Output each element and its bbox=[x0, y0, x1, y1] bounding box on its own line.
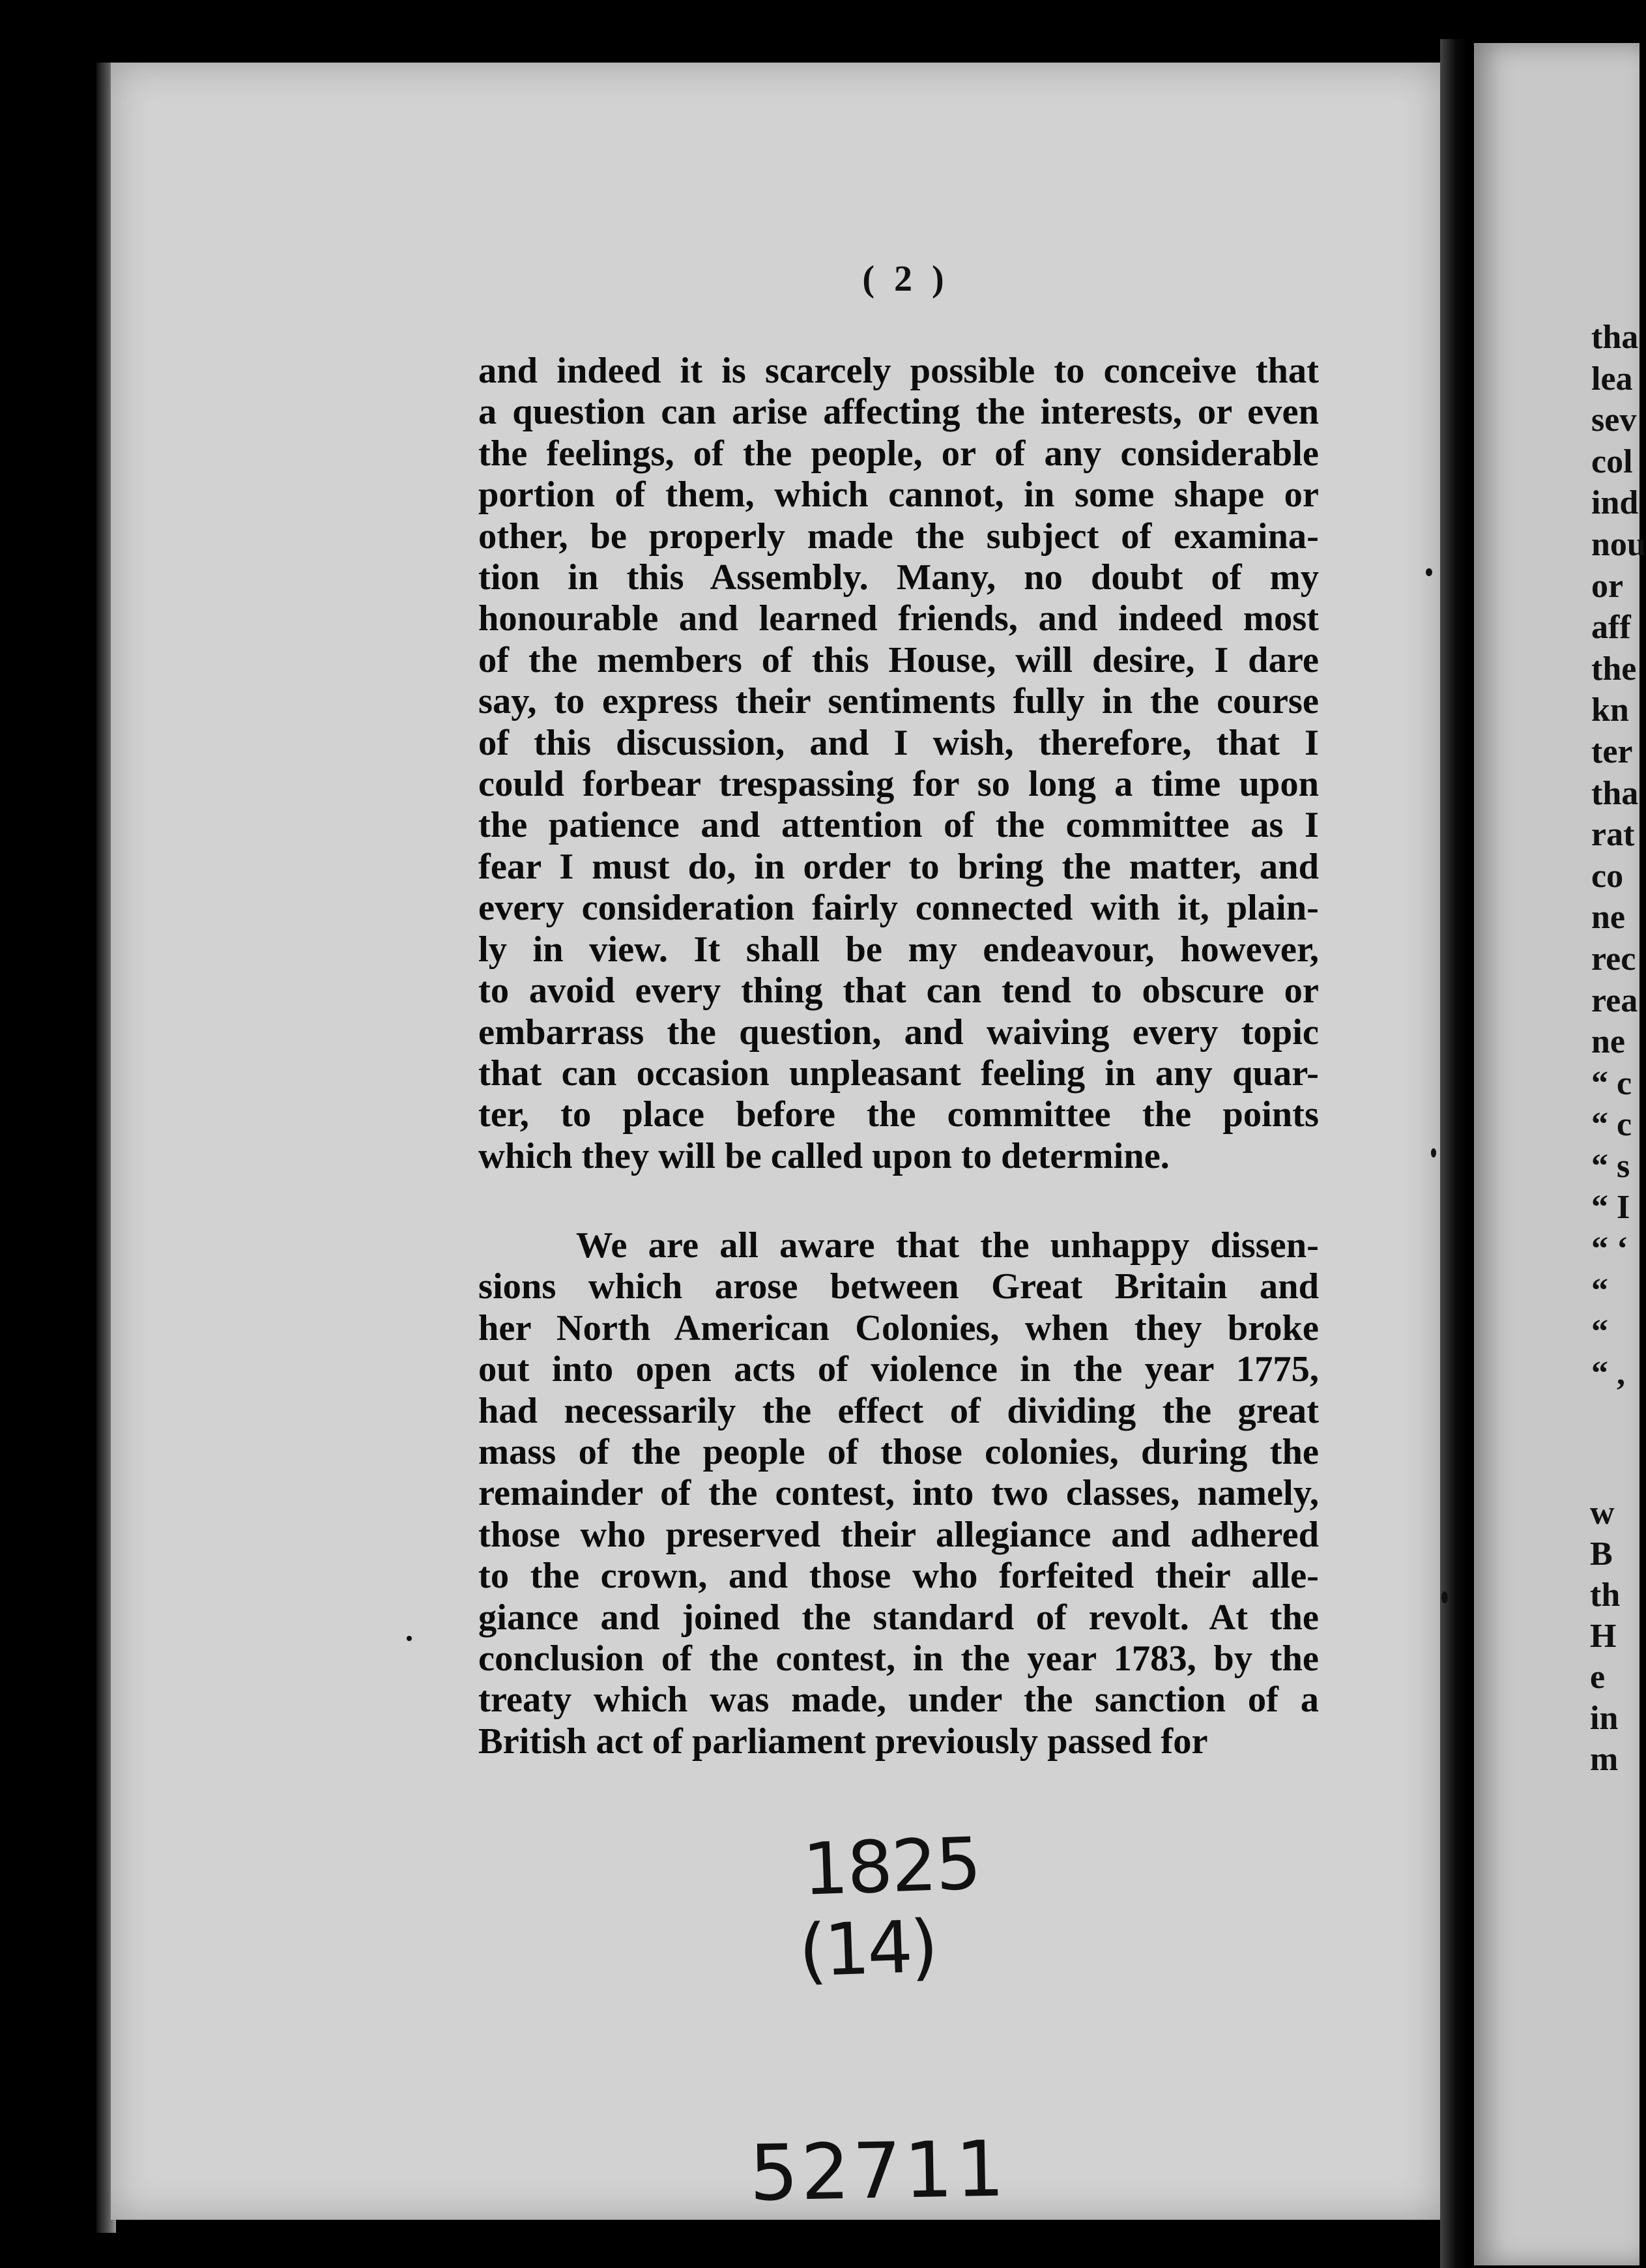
text-line: conclusion of the contest, in the year 1783, by the bbox=[478, 1638, 1319, 1679]
ink-speck bbox=[1441, 1592, 1448, 1603]
text-line: fear I must do, in order to bring the matter, and bbox=[478, 846, 1319, 887]
text-line: w bbox=[1590, 1494, 1615, 1532]
text-line: H bbox=[1590, 1618, 1617, 1655]
text-line: lea bbox=[1591, 360, 1633, 398]
text-line: every consideration fairly connected with it, plain- bbox=[478, 888, 1319, 929]
ink-speck bbox=[1431, 1148, 1436, 1157]
text-line: th bbox=[1590, 1577, 1621, 1614]
text-line: treaty which was made, under the sanction of a bbox=[478, 1679, 1319, 1721]
text-line: co bbox=[1591, 857, 1624, 895]
text-line: the patience and attention of the committee as I bbox=[478, 805, 1319, 846]
text-line: which they will be called upon to determine. bbox=[478, 1135, 1170, 1176]
text-line: could forbear trespassing for so long a time upon bbox=[478, 764, 1319, 805]
text-line: ind bbox=[1591, 484, 1639, 522]
text-line: and indeed it is scarcely possible to conceive that bbox=[478, 351, 1319, 391]
page-number: ( 2 ) bbox=[862, 259, 949, 299]
handwritten-number-annotation: (14) bbox=[797, 1904, 937, 1993]
handwritten-year-annotation: 1825 bbox=[801, 1822, 982, 1912]
text-line: portion of them, which cannot, in some shape or bbox=[478, 474, 1319, 516]
text-line: remainder of the contest, into two classes, namely, bbox=[478, 1473, 1319, 1514]
text-line: tha bbox=[1591, 319, 1639, 356]
text-line: the feelings, of the people, or of any considerable bbox=[478, 433, 1319, 474]
text-line: ne bbox=[1591, 1023, 1625, 1061]
text-line: sev bbox=[1591, 401, 1637, 439]
page-gutter-shadow bbox=[1440, 39, 1466, 2268]
text-line: mass of the people of those colonies, during the bbox=[478, 1432, 1319, 1473]
text-line: rea bbox=[1591, 981, 1638, 1019]
text-line: “ s bbox=[1591, 1147, 1630, 1185]
ink-speck bbox=[1426, 568, 1432, 576]
text-line: other, be properly made the subject of examina- bbox=[478, 516, 1319, 557]
text-line: that can occasion unpleasant feeling in any quar- bbox=[478, 1053, 1319, 1094]
text-line: nou bbox=[1591, 525, 1646, 563]
text-line: “ bbox=[1591, 1272, 1608, 1309]
text-line: tion in this Assembly. Many, no doubt of my bbox=[478, 557, 1319, 598]
ink-speck bbox=[407, 1636, 412, 1641]
facing-page-text-top bbox=[1591, 317, 1646, 1394]
text-line: embarrass the question, and waiving every topic bbox=[478, 1011, 1319, 1053]
text-line: to avoid every thing that can tend to obscure or bbox=[478, 970, 1319, 1011]
text-line: her North American Colonies, when they broke bbox=[478, 1307, 1319, 1348]
text-line: “ , bbox=[1591, 1354, 1625, 1392]
text-line: col bbox=[1591, 443, 1633, 480]
text-line: a question can arise affecting the interests, or even bbox=[478, 392, 1319, 433]
text-line: rat bbox=[1591, 816, 1635, 854]
paragraph-2 bbox=[478, 1225, 1319, 1762]
text-line: ter bbox=[1591, 733, 1633, 770]
text-line: e bbox=[1590, 1659, 1606, 1696]
text-line: out into open acts of violence in the year 1775, bbox=[478, 1349, 1319, 1390]
facing-page-text-bottom bbox=[1590, 1492, 1620, 1780]
text-line: aff bbox=[1591, 609, 1631, 647]
text-line: sions which arose between Great Britain and bbox=[478, 1266, 1319, 1307]
text-line: ne bbox=[1591, 899, 1625, 937]
text-line: British act of parliament previously passed for bbox=[478, 1721, 1208, 1762]
text-line: “ c bbox=[1591, 1064, 1632, 1102]
text-line: ly in view. It shall be my endeavour, however, bbox=[478, 929, 1319, 970]
text-line: say, to express their sentiments fully in the course bbox=[478, 681, 1319, 722]
text-line: giance and joined the standard of revolt. At the bbox=[478, 1597, 1319, 1638]
text-line: in bbox=[1590, 1700, 1619, 1737]
text-line: had necessarily the effect of dividing the great bbox=[478, 1390, 1319, 1431]
text-line: or bbox=[1591, 567, 1624, 605]
text-line: to the crown, and those who forfeited their alle- bbox=[478, 1556, 1319, 1597]
text-line: honourable and learned friends, and indeed most bbox=[478, 598, 1319, 639]
text-line: kn bbox=[1591, 691, 1629, 729]
text-line: those who preserved their allegiance and adhered bbox=[478, 1514, 1319, 1555]
handwritten-accession-number: 52711 bbox=[748, 2123, 1008, 2218]
text-line: We are all aware that the unhappy dissen- bbox=[576, 1225, 1319, 1266]
text-line: of this discussion, and I wish, therefore, that I bbox=[478, 722, 1319, 763]
text-line: tha bbox=[1591, 774, 1639, 812]
text-line: m bbox=[1590, 1741, 1619, 1778]
text-line: the bbox=[1591, 650, 1637, 688]
text-line: “ I bbox=[1591, 1189, 1630, 1227]
text-line: “ c bbox=[1591, 1106, 1632, 1144]
text-line: “ ‘ bbox=[1591, 1230, 1628, 1268]
text-line: B bbox=[1590, 1535, 1613, 1573]
text-line: “ bbox=[1591, 1313, 1608, 1351]
paragraph-1 bbox=[478, 351, 1319, 1177]
text-line: ter, to place before the committee the points bbox=[478, 1094, 1319, 1135]
text-line: rec bbox=[1591, 940, 1636, 978]
text-line: of the members of this House, will desire, I dare bbox=[478, 639, 1319, 680]
